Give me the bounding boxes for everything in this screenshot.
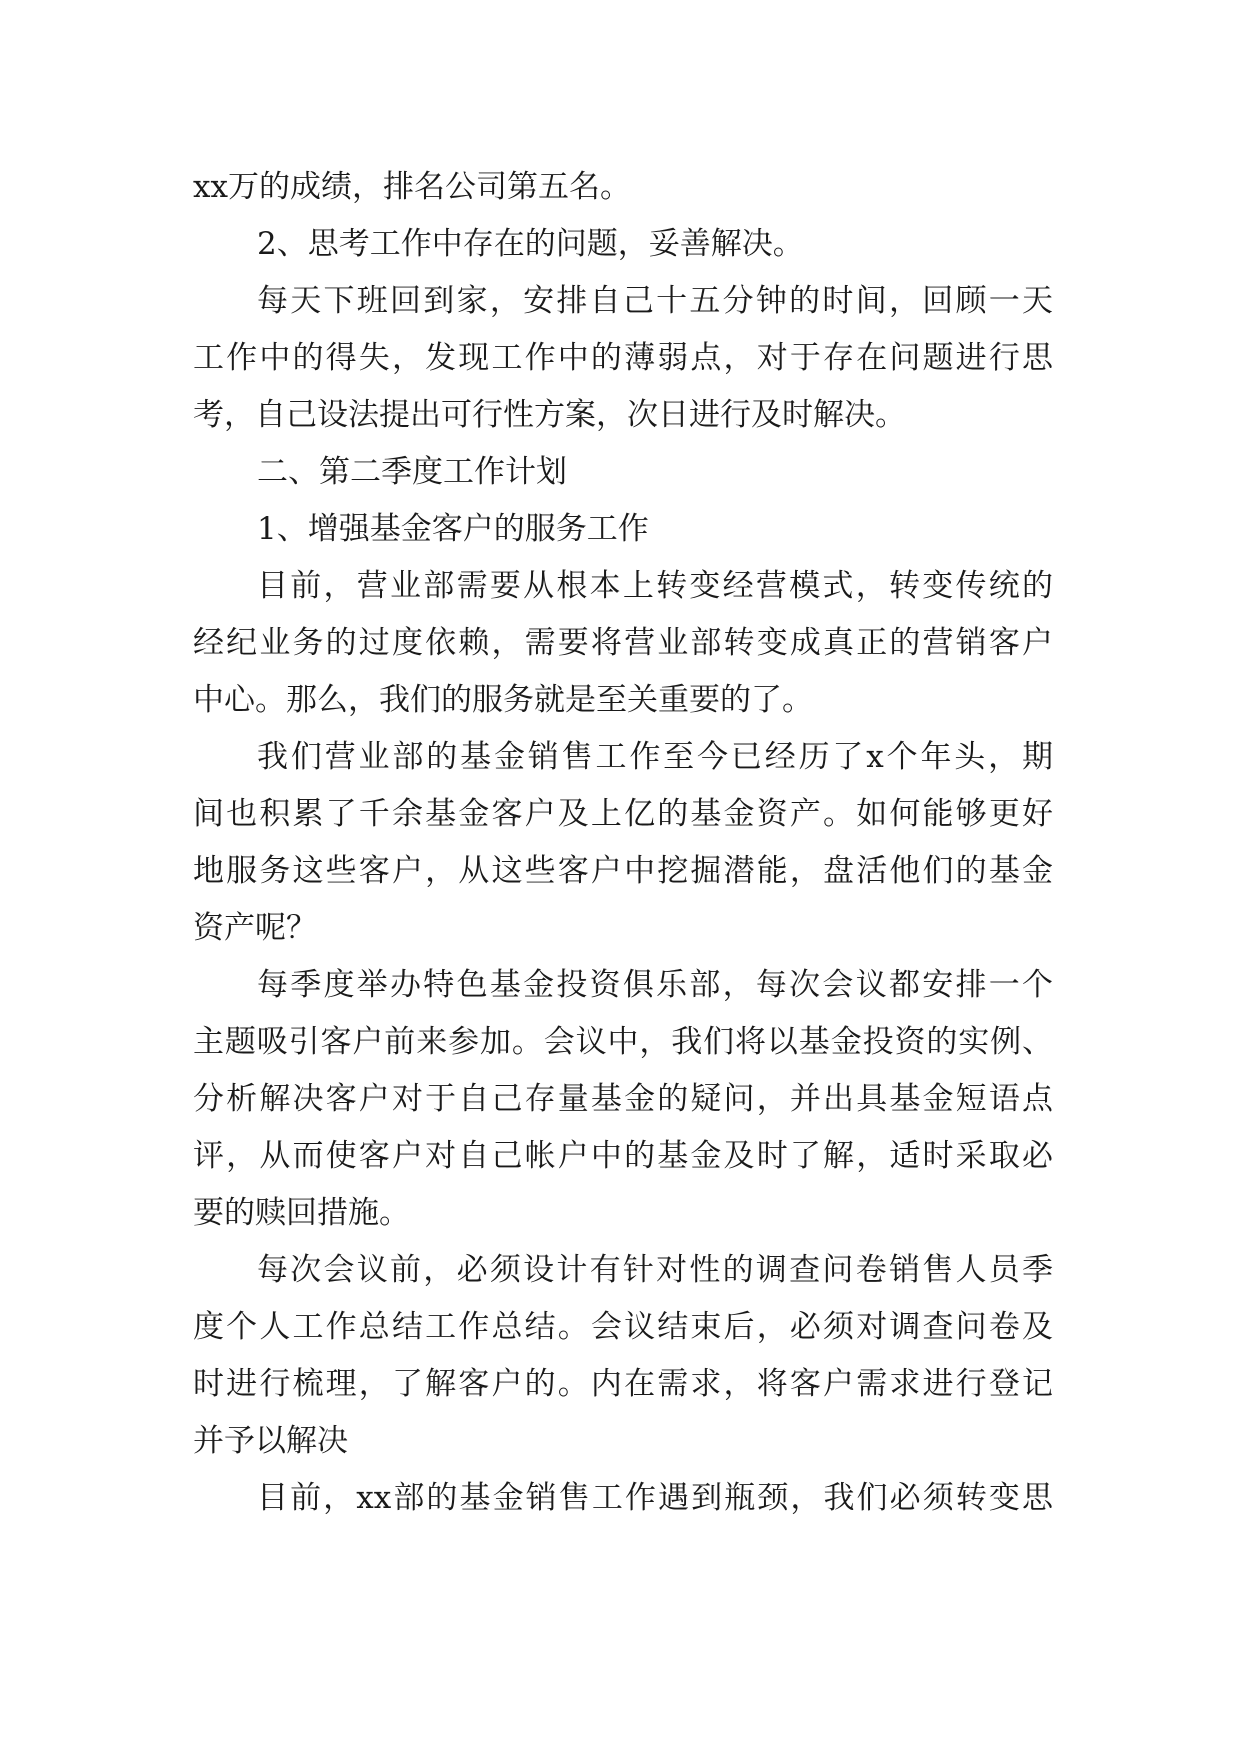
text-line-18: 评，从而使客户对自己帐户中的基金及时了解，适时采取必 [193,1138,1053,1174]
text-line-12: 间也积累了千余基金客户及上亿的基金资产。如何能够更好 [193,796,1053,832]
text-line-16: 主题吸引客户前来参加。会议中，我们将以基金投资的实例、 [193,1024,1053,1060]
text-line-21: 度个人工作总结工作总结。会议结束后，必须对调查问卷及 [193,1309,1053,1345]
text-line-23: 并予以解决 [193,1423,348,1459]
text-line-24: 目前，xx部的基金销售工作遇到瓶颈，我们必须转变思 [257,1480,1053,1516]
text-line-11: 我们营业部的基金销售工作至今已经历了x个年头，期 [257,739,1053,775]
text-line-5: 考，自己设法提出可行性方案，次日进行及时解决。 [193,397,906,433]
text-line-22: 时进行梳理，了解客户的。内在需求，将客户需求进行登记 [193,1366,1053,1402]
text-line-7: 1、增强基金客户的服务工作 [257,511,649,547]
text-line-3: 每天下班回到家，安排自己十五分钟的时间，回顾一天 [257,283,1053,319]
text-line-19: 要的赎回措施。 [193,1195,410,1231]
text-line-17: 分析解决客户对于自己存量基金的疑问，并出具基金短语点 [193,1081,1053,1117]
text-line-9: 经纪业务的过度依赖，需要将营业部转变成真正的营销客户 [193,625,1053,661]
text-line-10: 中心。那么，我们的服务就是至关重要的了。 [193,682,813,718]
text-line-6: 二、第二季度工作计划 [257,454,567,490]
text-line-2: 2、思考工作中存在的问题，妥善解决。 [257,226,804,262]
text-line-1: xx万的成绩，排名公司第五名。 [193,169,631,205]
text-line-13: 地服务这些客户，从这些客户中挖掘潜能，盘活他们的基金 [193,853,1053,889]
text-line-8: 目前，营业部需要从根本上转变经营模式，转变传统的 [257,568,1053,604]
text-line-15: 每季度举办特色基金投资俱乐部，每次会议都安排一个 [257,967,1053,1003]
text-line-14: 资产呢？ [193,910,317,946]
text-line-4: 工作中的得失，发现工作中的薄弱点，对于存在问题进行思 [193,340,1053,376]
text-line-20: 每次会议前，必须设计有针对性的调查问卷销售人员季 [257,1252,1053,1288]
